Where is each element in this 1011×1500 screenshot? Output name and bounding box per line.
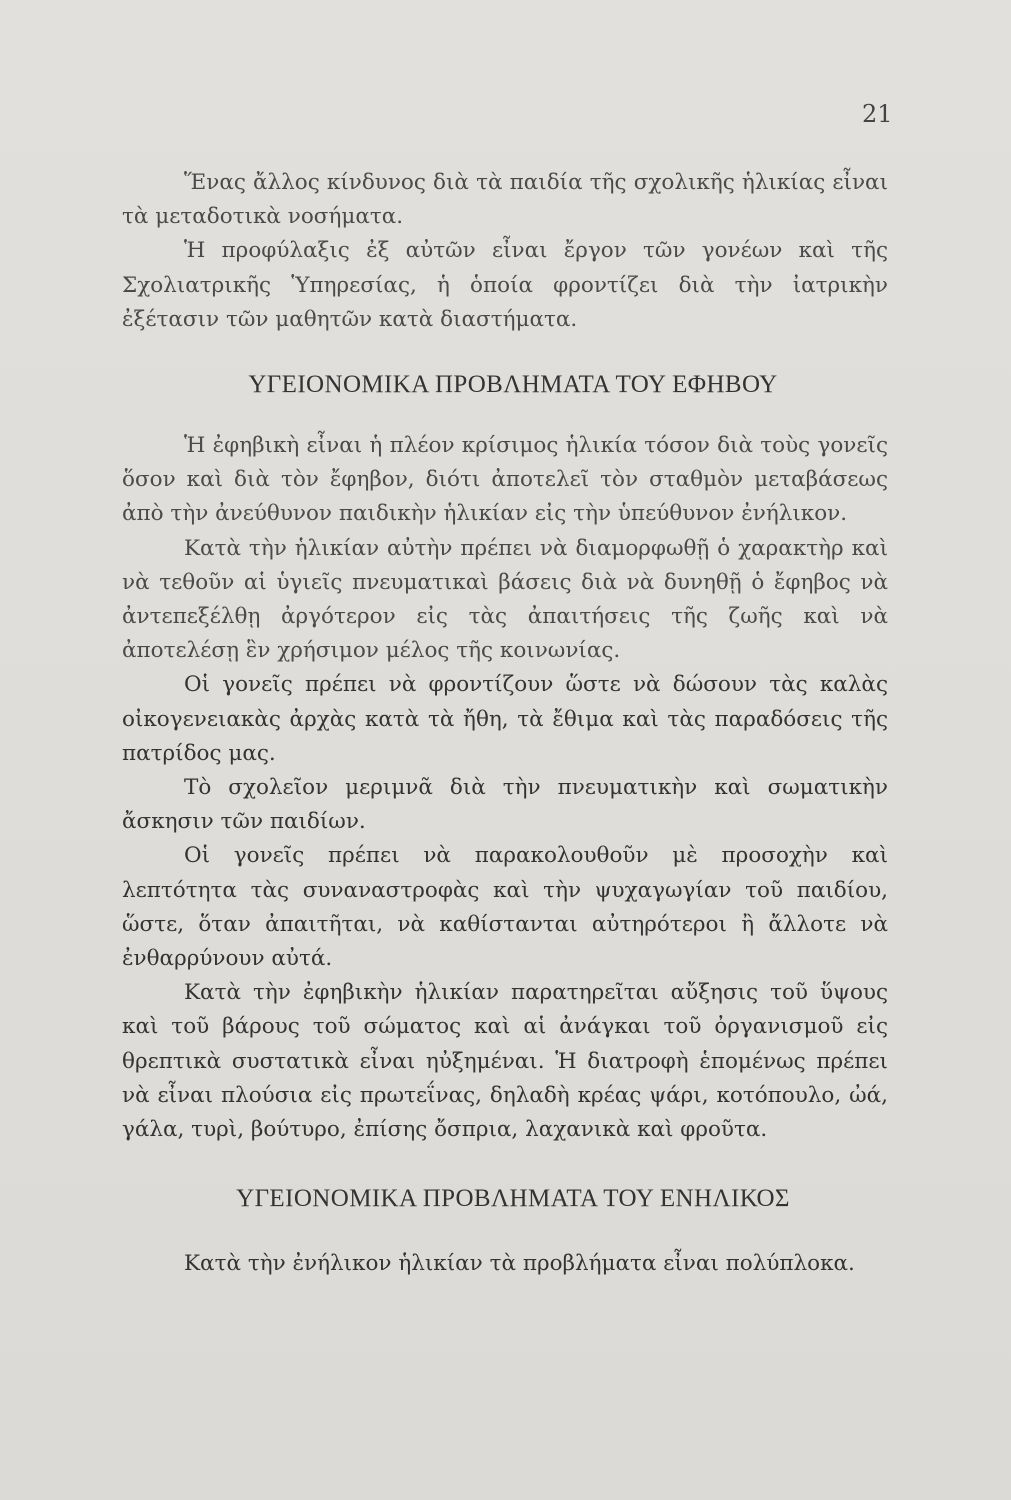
paragraph: Οἱ γονεῖς πρέπει νὰ φροντίζουν ὥστε νὰ δώσουν τὰς καλὰς οἰκογενειακὰς ἀρχὰς κατὰ τὰ ἤθη, τὰ ἔθιμα καὶ τὰς παραδόσεις τῆς πατρίδος μας.: [122, 672, 888, 766]
paragraph: Κατὰ τὴν ἡλικίαν αὐτὴν πρέπει νὰ διαμορφωθῇ ὁ χαρακτὴρ καὶ νὰ τεθοῦν αἱ ὑγιεῖς πνευματικαὶ βάσεις διὰ νὰ δυνηθῇ ὁ ἔφηβος νὰ ἀντεπεξέλθῃ ἀργότερον εἰς τὰς ἀπαιτήσεις τῆς ζωῆς καὶ νὰ ἀποτελέσῃ ἓν χρήσιμον μέλος τῆς κοινωνίας.: [122, 535, 888, 664]
paragraph: Ἕνας ἄλλος κίνδυνος διὰ τὰ παιδία τῆς σχολικῆς ἡλικίας εἶναι τὰ μεταδοτικὰ νοσήματα.: [122, 170, 888, 230]
page-body: [122, 166, 888, 1281]
page-number: 21: [862, 100, 893, 128]
paragraph: Ἡ προφύλαξις ἐξ αὐτῶν εἶναι ἔργον τῶν γονέων καὶ τῆς Σχολιατρικῆς Ὑπηρεσίας, ἡ ὁποία φροντίζει διὰ τὴν ἰατρικὴν ἐξέτασιν τῶν μαθητῶν κατὰ διαστήματα.: [122, 238, 888, 332]
paragraph: Οἱ γονεῖς πρέπει νὰ παρακολουθοῦν μὲ προσοχὴν καὶ λεπτότητα τὰς συναναστροφὰς καὶ τὴν ψυχαγωγίαν τοῦ παιδίου, ὥστε, ὅταν ἀπαιτῆται, νὰ καθίστανται αὐτηρότεροι ἢ ἄλλοτε νὰ ἐνθαρρύνουν αὐτά.: [122, 843, 888, 972]
section-heading-ephebos: ΥΓΕΙΟΝΟΜΙΚΑ ΠΡΟΒΛΗΜΑΤΑ ΤΟΥ ΕΦΗΒΟΥ: [248, 371, 778, 399]
section-heading-enilikos: ΥΓΕΙΟΝΟΜΙΚΑ ΠΡΟΒΛΗΜΑΤΑ ΤΟΥ ΕΝΗΛΙΚΟΣ: [236, 1185, 790, 1213]
paragraph: Τὸ σχολεῖον μεριμνᾶ διὰ τὴν πνευματικὴν καὶ σωματικὴν ἄσκησιν τῶν παιδίων.: [122, 775, 888, 835]
paragraph: Κατὰ τὴν ἐνήλικον ἡλικίαν τὰ προβλήματα εἶναι πολύπλοκα.: [184, 1251, 855, 1277]
paragraph: Ἡ ἐφηβικὴ εἶναι ἡ πλέον κρίσιμος ἡλικία τόσον διὰ τοὺς γονεῖς ὅσον καὶ διὰ τὸν ἔφηβον, διότι ἀποτελεῖ τὸν σταθμὸν μεταβάσεως ἀπὸ τὴν ἀνεύθυνον παιδικὴν ἡλικίαν εἰς τὴν ὑπεύθυνον ἐνήλικον.: [122, 433, 888, 527]
paragraph: Κατὰ τὴν ἐφηβικὴν ἡλικίαν παρατηρεῖται αὔξησις τοῦ ὕψους καὶ τοῦ βάρους τοῦ σώματος καὶ αἱ ἀνάγκαι τοῦ ὀργανισμοῦ εἰς θρεπτικὰ συστατικὰ εἶναι ηὐξημέναι. Ἡ διατροφὴ ἑπομένως πρέπει νὰ εἶναι πλούσια εἰς πρωτεΐνας, δηλαδὴ κρέας ψάρι, κοτόπουλο, ὠά, γάλα, τυρὶ, βούτυρο, ἐπίσης ὄσπρια, λαχανικὰ καὶ φροῦτα.: [122, 980, 888, 1143]
